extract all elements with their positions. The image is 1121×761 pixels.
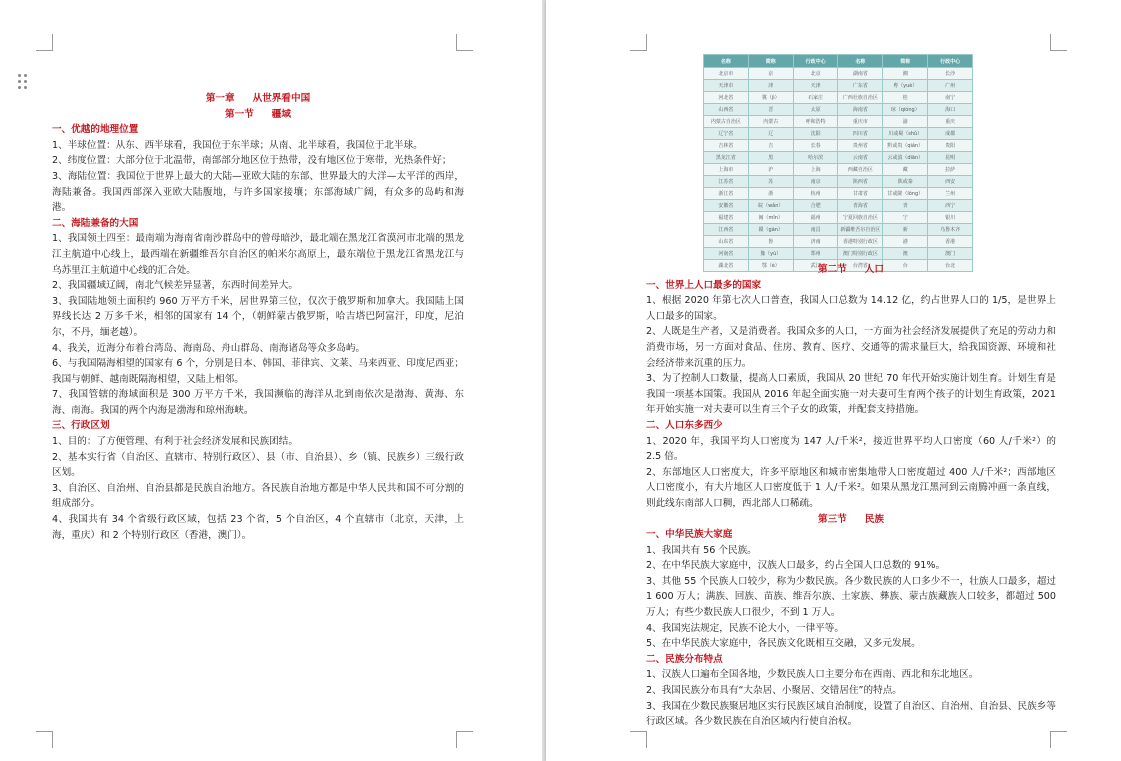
paragraph: 3、我国在少数民族聚居地区实行民族区域自治制度，设置了自治区、自治州、自治县、民族乡等行政区域。各少数民族在自治区域内行使自治权。 [646, 700, 1056, 728]
paragraph: 7、我国管辖的海域面积是 300 万平方千米，我国濒临的海洋从北到南依次是渤海、黄海、东海、南海。我国的两个内海是渤海和琼州海峡。 [52, 389, 464, 416]
table-row [704, 200, 973, 212]
paragraph: 2、人既是生产者，又是消费者。我国众多的人口，一方面为社会经济发展提供了充足的劳动力和消费市场，另一方面对食品、住房、教育、医疗、交通等的需求量巨大，给我国资源、环境和社会经济带来沉重的压力。 [646, 326, 1056, 369]
table-cell: 粤（yuè） [883, 80, 928, 92]
table-cell: 江苏省 [704, 176, 749, 188]
table-cell: 湖北省 [704, 260, 749, 272]
table-cell: 广西壮族自治区 [838, 92, 883, 104]
paragraph: 1、根据 2020 年第七次人口普查，我国人口总数为 14.12 亿，约占世界人口的 1/5，是世界上人口最多的国家。 [646, 295, 1056, 322]
left-page-content [52, 91, 464, 543]
table-cell: 黔或贵（qián） [883, 140, 928, 152]
table-cell: 冀（jì） [748, 92, 793, 104]
table-cell: 津 [748, 80, 793, 92]
table-cell: 皖（wǎn） [748, 200, 793, 212]
table-cell: 天津 [793, 80, 838, 92]
crop-mark [1050, 34, 1067, 51]
chapter-title [52, 91, 464, 107]
paragraph: 3、我国陆地领土面积约 960 万平方千米，居世界第三位，仅次于俄罗斯和加拿大。我国陆上国界线长达 2 万多千米，相邻的国家有 14 个，（朝鲜蒙古俄罗斯，哈吉塔巴阿富汗，印度，尼泊尔，不丹，缅老越）。 [52, 295, 464, 338]
table-cell: 济南 [793, 236, 838, 248]
section-name: 疆域 [271, 108, 291, 120]
paragraph: 1、2020 年，我国平均人口密度为 147 人/千米²，接近世界平均人口密度（60 人/千米²）的 2.5 倍。 [646, 435, 1056, 463]
right-page-content [646, 262, 1056, 730]
table-cell: 澳门特别行政区 [838, 248, 883, 260]
crop-mark [36, 34, 53, 51]
paragraph: 4、我关，近海分布着台湾岛、海南岛、舟山群岛、南海诸岛等众多岛屿。 [52, 342, 366, 354]
paragraph: 5、在中华民族大家庭中，各民族文化既相互交融，又多元发展。 [646, 638, 921, 650]
table-cell: 晋 [748, 104, 793, 116]
administrative-divisions-table [703, 54, 973, 272]
table-cell: 台 [883, 260, 928, 272]
table-row [704, 128, 973, 140]
table-cell: 陕西省 [838, 176, 883, 188]
table-header-cell: 名称 [838, 55, 883, 68]
table-cell: 宁 [883, 212, 928, 224]
heading: 一、世界上人口最多的国家 [646, 279, 762, 291]
table-cell: 成都 [928, 128, 973, 140]
heading: 二、海陆兼备的大国 [52, 217, 139, 229]
table-row [704, 224, 973, 236]
table-cell: 新 [883, 224, 928, 236]
table-cell: 澳 [883, 248, 928, 260]
table-header-cell: 行政中心 [793, 55, 838, 68]
table-cell: 沈阳 [793, 128, 838, 140]
table-cell: 辽 [748, 128, 793, 140]
section-number: 第一节 [225, 108, 254, 120]
table-cell: 沪 [748, 164, 793, 176]
table-cell: 呼和浩特 [793, 116, 838, 128]
section-number: 第三节 [818, 513, 847, 525]
table-cell: 苏 [748, 176, 793, 188]
paragraph: 2、东部地区人口密度大，许多平原地区和城市密集地带人口密度超过 400 人/千米²；西部地区人口密度小，有大片地区人口密度低于 1 人/千米²。如果从黑龙江黑河到云南腾冲画一条直线，则此线东南部人口稠，西北部人口稀疏。 [646, 466, 1056, 509]
table-cell: 湘 [883, 68, 928, 80]
paragraph: 4、我国共有 34 个省级行政区域，包括 23 个省，5 个自治区，4 个直辖市（北京，天津，上海，重庆）和 2 个特别行政区（香港，澳门）。 [52, 514, 464, 541]
paragraph: 1、目的：了方便管理、有利于社会经济发展和民族团结。 [52, 436, 298, 448]
table-cell: 桂 [883, 92, 928, 104]
table-row [704, 248, 973, 260]
table-cell: 北京市 [704, 68, 749, 80]
crop-mark [456, 731, 473, 748]
crop-mark [456, 34, 473, 51]
paragraph: 3、其他 55 个民族人口较少，称为少数民族。各少数民族的人口多少不一，壮族人口最多，超过 1 600 万人；满族、回族、苗族、维吾尔族、土家族、彝族、蒙古族藏族人口较多，都超过 500 万人；有些少数民族人口很少，不到 1 万人。 [646, 575, 1056, 619]
table-cell: 黑龙江省 [704, 152, 749, 164]
table-cell: 西安 [928, 176, 973, 188]
table-cell: 贵阳 [928, 140, 973, 152]
table-cell: 海南省 [838, 104, 883, 116]
crop-mark [630, 731, 647, 748]
table-row [704, 68, 973, 80]
table-cell: 豫（yù） [748, 248, 793, 260]
table-cell: 甘肃省 [838, 188, 883, 200]
table-cell: 郑州 [793, 248, 838, 260]
table-cell: 云南省 [838, 152, 883, 164]
table-cell: 香港特别行政区 [838, 236, 883, 248]
table-cell: 渝 [883, 116, 928, 128]
table-cell: 福州 [793, 212, 838, 224]
table-cell: 银川 [928, 212, 973, 224]
table-cell: 陕或秦 [883, 176, 928, 188]
table-row [704, 92, 973, 104]
paragraph: 4、我国宪法规定，民族不论大小，一律平等。 [646, 622, 844, 634]
paragraph: 2、我国疆域辽阔，南北气候差异显著，东西时间差异大。 [52, 280, 298, 292]
table-cell: 闽（mǐn） [748, 212, 793, 224]
table-cell: 云或滇（diān） [883, 152, 928, 164]
table-cell: 昆明 [928, 152, 973, 164]
paragraph: 2、基本实行省（自治区、直辖市、特别行政区）、县（市、自治县）、乡（镇、民族乡）三级行政区划。 [52, 451, 464, 479]
table-row [704, 176, 973, 188]
table-body [704, 68, 973, 272]
paragraph: 3、海陆位置：我国位于世界上最大的大陆—亚欧大陆的东部、世界最大的大洋—太平洋的西岸，海陆兼备。我国西部深入亚欧大陆腹地，与许多国家接壤；东部海域广阔，有众多的岛屿和海港。 [52, 170, 464, 214]
table-cell: 湖南省 [838, 68, 883, 80]
table-cell: 福建省 [704, 212, 749, 224]
table-cell: 青 [883, 200, 928, 212]
table-cell: 长沙 [928, 68, 973, 80]
table-cell: 天津市 [704, 80, 749, 92]
table-cell: 藏 [883, 164, 928, 176]
chapter-number: 第一章 [205, 93, 235, 104]
table-cell: 鄂（è） [748, 260, 793, 272]
section-name: 民族 [864, 513, 884, 525]
heading: 三、行政区划 [52, 420, 110, 432]
table-header-cell: 行政中心 [928, 55, 973, 68]
table-cell: 杭州 [793, 188, 838, 200]
heading: 一、优越的地理位置 [52, 124, 139, 136]
table-header-cell: 简称 [748, 55, 793, 68]
table-cell: 宁夏回族自治区 [838, 212, 883, 224]
table-cell: 广东省 [838, 80, 883, 92]
table-cell: 太原 [793, 104, 838, 116]
table-cell: 河南省 [704, 248, 749, 260]
table-cell: 贵州省 [838, 140, 883, 152]
table-cell: 吉 [748, 140, 793, 152]
table-cell: 合肥 [793, 200, 838, 212]
table-cell: 辽宁省 [704, 128, 749, 140]
paragraph: 2、在中华民族大家庭中，汉族人口最多，约占全国人口总数的 91%。 [646, 560, 946, 572]
table-row [704, 236, 973, 248]
table-cell: 南京 [793, 176, 838, 188]
crop-mark [630, 34, 647, 51]
table-row [704, 140, 973, 152]
section-number: 第二节 [818, 264, 847, 275]
heading: 二、民族分布特点 [646, 653, 723, 665]
table-header-cell: 简称 [883, 55, 928, 68]
table-cell: 山东省 [704, 236, 749, 248]
table-cell: 武汉 [793, 260, 838, 272]
paragraph: 2、纬度位置：大部分位于北温带，南部部分地区位于热带，没有地区位于寒带，光热条件好； [52, 155, 452, 167]
table-cell: 港 [883, 236, 928, 248]
table-row [704, 212, 973, 224]
table-cell: 四川省 [838, 128, 883, 140]
chapter-name: 从世界看中国 [252, 93, 311, 104]
paragraph: 1、我国领土四至：最南端为海南省南沙群岛中的曾母暗沙，最北端在黑龙江省漠河市北端的黑龙江主航道中心线上，最西端在新疆维吾尔自治区的帕米尔高原上，最东端位于黑龙江省黑龙江与乌苏里江主航道中心线的汇合处。 [52, 233, 464, 276]
paragraph: 1、半球位置：从东、西半球看，我国位于东半球；从南、北半球看，我国位于北半球。 [52, 139, 423, 151]
table-cell: 石家庄 [793, 92, 838, 104]
crop-mark [1050, 731, 1067, 748]
paragraph: 1、汉族人口遍布全国各地，少数民族人口主要分布在西南、西北和东北地区。 [646, 669, 979, 681]
table-cell: 北京 [793, 68, 838, 80]
table-row [704, 80, 973, 92]
section-name: 人口 [864, 264, 884, 275]
table-cell: 台湾省 [838, 260, 883, 272]
table-cell: 广州 [928, 80, 973, 92]
table-cell: 西藏自治区 [838, 164, 883, 176]
table-header-row [704, 55, 973, 68]
table-cell: 澳门 [928, 248, 973, 260]
table-cell: 上海市 [704, 164, 749, 176]
section-title [646, 512, 1056, 528]
table-row [704, 116, 973, 128]
section-title [52, 107, 464, 123]
table-cell: 台北 [928, 260, 973, 272]
paragraph: 2、我国民族分布具有“大杂居、小聚居、交错居住”的特点。 [646, 685, 902, 697]
table-row [704, 188, 973, 200]
table-cell: 浙江省 [704, 188, 749, 200]
table-cell: 兰州 [928, 188, 973, 200]
table-row [704, 104, 973, 116]
table-cell: 新疆维吾尔自治区 [838, 224, 883, 236]
table-cell: 浙 [748, 188, 793, 200]
table-cell: 京 [748, 68, 793, 80]
table-cell: 长春 [793, 140, 838, 152]
table-cell: 赣（gàn） [748, 224, 793, 236]
table-row [704, 152, 973, 164]
table-cell: 南昌 [793, 224, 838, 236]
table-header-cell: 名称 [704, 55, 749, 68]
table-cell: 甘或陇（lǒng） [883, 188, 928, 200]
paragraph: 1、我国共有 56 个民族。 [646, 544, 757, 556]
drag-handle-icon[interactable] [18, 74, 28, 90]
table-cell: 内蒙古自治区 [704, 116, 749, 128]
paragraph: 3、自治区、自治州、自治县都是民族自治地方。各民族自治地方都是中华人民共和国不可分割的组成部分。 [52, 482, 464, 510]
table-cell: 海口 [928, 104, 973, 116]
table-cell: 安徽省 [704, 200, 749, 212]
paragraph: 3、为了控制人口数量，提高人口素质，我国从 20 世纪 70 年代开始实施计划生育。计划生育是我国一项基本国策。我国从 2016 年起全面实施一对夫妻可生育两个孩子的计划生育政策，2021 年开始实施一对夫妻可以生育三个子女的政策，并配套支持措施。 [646, 373, 1056, 416]
heading: 二、人口东多西少 [646, 419, 723, 431]
heading: 一、中华民族大家庭 [646, 529, 733, 541]
table-cell: 山西省 [704, 104, 749, 116]
table-cell: 重庆市 [838, 116, 883, 128]
table-cell: 香港 [928, 236, 973, 248]
table-cell: 西宁 [928, 200, 973, 212]
crop-mark [36, 731, 53, 748]
table-cell: 河北省 [704, 92, 749, 104]
table-cell: 哈尔滨 [793, 152, 838, 164]
table-cell: 内蒙古 [748, 116, 793, 128]
table-cell: 江西省 [704, 224, 749, 236]
table-cell: 青海省 [838, 200, 883, 212]
section-title [646, 262, 1056, 278]
table-cell: 川或蜀（shǔ） [883, 128, 928, 140]
table-cell: 鲁 [748, 236, 793, 248]
table-cell: 吉林省 [704, 140, 749, 152]
paragraph: 6、与我国隔海相望的国家有 6 个，分别是日本、韩国、菲律宾、文莱、马来西亚、印度尼西亚；我国与朝鲜、越南既隔海相望，又陆上相邻。 [52, 358, 464, 385]
table-row [704, 164, 973, 176]
table-cell: 琼（qióng） [883, 104, 928, 116]
table-cell: 南宁 [928, 92, 973, 104]
table-cell: 重庆 [928, 116, 973, 128]
table-cell: 乌鲁木齐 [928, 224, 973, 236]
table-cell: 黑 [748, 152, 793, 164]
table-cell: 上海 [793, 164, 838, 176]
table-cell: 拉萨 [928, 164, 973, 176]
